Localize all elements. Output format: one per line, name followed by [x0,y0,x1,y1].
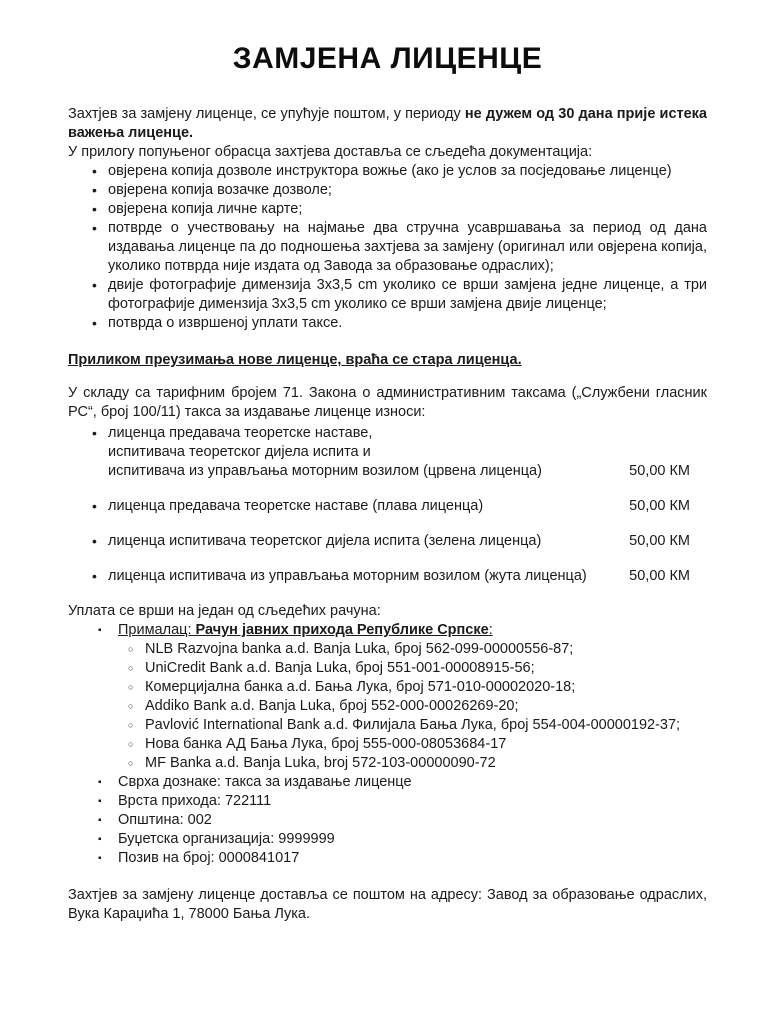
fee-line: испитивача из управљања моторним возилом (црвена лиценца) [108,463,542,479]
bullet-circle-icon: ○ [128,663,134,673]
attachments-list [68,162,707,333]
payee-colon: : [488,622,493,638]
fee-text: лиценца испитивача теоретског дијела испита (зелена лиценца) [108,533,542,549]
fee-text: лиценца предавача теоретске наставе (плава лиценца) [108,498,484,514]
bank-account-text: NLB Razvojna banka a.d. Banja Luka, број 562-099-00000556-87; [145,641,574,657]
intro-text: Захтјев за замјену лиценце, се упућује поштом, у периоду [68,106,465,122]
bullet-circle-icon: ○ [128,682,134,692]
attachment-text: потврде о учествовању на најмање два стручна усавршавања за период од дана издавања лиценце па до подношења захтјева за замјену (оригинал или овјерена копија, уколико потврда није издата од Завода за образовање одраслих); [108,220,707,274]
attachment-item [68,162,707,181]
attachment-item [68,314,707,333]
tariff-intro: У складу са тарифним бројем 71. Закона о административним таксама („Службени гласник РС“, број 100/11) такса за издавање лиценце износи: [68,385,707,420]
bank-account-item [68,659,707,678]
bank-account-text: Нова банка АД Бања Лука, број 555-000-08053684-17 [145,736,507,752]
attachment-text: овјерена копија возачке дозволе; [108,182,332,198]
payee-label: Прималац: [118,622,196,638]
fee-list [68,424,707,586]
attachment-text: двије фотографије димензија 3х3,5 cm уколико се врши замјена једне лиценце, а три фотографије димензија 3х3,5 cm уколико се врши замјена двије лиценце; [108,277,707,312]
fee-amount: 50,00 КМ [629,498,690,514]
intro-deadline-bold: не дужем од 30 дана прије истека важења лиценце. [68,106,707,141]
payment-detail-item [68,792,707,811]
bullet-disc-icon: • [92,425,97,441]
payment-details-list [68,773,707,868]
payment-detail-text: Позив на број: 0000841017 [118,850,300,866]
bank-account-item [68,678,707,697]
fee-item [68,567,707,586]
bullet-disc-icon: • [92,182,97,198]
bullet-disc-icon: • [92,533,97,549]
bank-account-item [68,754,707,773]
payment-detail-text: Врста прихода: 722111 [118,793,272,809]
bullet-disc-icon: • [92,163,97,179]
bullet-square-icon: ▪ [98,815,102,826]
bank-account-text: MF Banka a.d. Banja Luka, broj 572-103-00000090-72 [145,755,496,771]
bank-account-item [68,640,707,659]
payment-detail-item [68,830,707,849]
bullet-disc-icon: • [92,277,97,293]
payment-detail-text: Општина: 002 [118,812,212,828]
bullet-square-icon: ▪ [98,796,102,807]
bullet-disc-icon: • [92,498,97,514]
bullet-disc-icon: • [92,201,97,217]
bank-account-text: Комерцијална банка a.d. Бања Лука, број 571-010-00002020-18; [145,679,576,695]
attachment-item [68,219,707,276]
bank-account-item [68,697,707,716]
attachment-text: потврда о извршеној уплати таксе. [108,315,343,331]
bank-account-list [68,640,707,773]
payee-text [118,621,707,640]
fee-item [68,497,707,516]
payment-detail-text: Сврха дознаке: такса за издавање лиценце [118,774,412,790]
bullet-disc-icon: • [92,315,97,331]
fee-text [108,424,620,481]
bank-account-item [68,735,707,754]
attachment-item [68,276,707,314]
fee-amount: 50,00 КМ [629,463,690,479]
payment-detail-item [68,849,707,868]
bullet-disc-icon: • [92,220,97,236]
attachment-item [68,200,707,219]
bank-account-text: Addiko Bank a.d. Banja Luka, број 552-000-00026269-20; [145,698,519,714]
payment-intro: Уплата се врши на један од сљедећих рачуна: [68,603,381,619]
fee-amount: 50,00 КМ [629,568,690,584]
bullet-circle-icon: ○ [128,701,134,711]
bullet-circle-icon: ○ [128,720,134,730]
bank-account-text: UniCredit Bank a.d. Banja Luka, број 551-001-00008915-56; [145,660,535,676]
fee-line: лиценца предавача теоретске наставе, [108,425,373,441]
fee-line: испитивача теоретског дијела испита и [108,444,371,460]
fee-text: лиценца испитивача из управљања моторним возилом (жута лиценца) [108,568,587,584]
bullet-circle-icon: ○ [128,739,134,749]
attachment-text: овјерена копија личне карте; [108,201,303,217]
bullet-circle-icon: ○ [128,758,134,768]
payment-detail-item [68,773,707,792]
bank-account-item [68,716,707,735]
intro-paragraph [68,105,707,143]
payment-detail-text: Буџетска организација: 9999999 [118,831,335,847]
bullet-square-icon: ▪ [98,853,102,864]
bullet-square-icon: ▪ [98,777,102,788]
attachment-item [68,181,707,200]
bullet-disc-icon: • [92,568,97,584]
bank-account-text: Pavlović International Bank a.d. Филијала Бања Лука, број 554-004-00000192-37; [145,717,681,733]
payee-item [68,621,707,640]
bullet-square-icon: ▪ [98,625,102,636]
bullet-square-icon: ▪ [98,834,102,845]
closing-paragraph: Захтјев за замјену лиценце доставља се поштом на адресу: Завод за образовање одраслих, Вука Караџића 1, 78000 Бања Лука. [68,887,707,922]
fee-amount: 50,00 КМ [629,533,690,549]
payment-detail-item [68,811,707,830]
fee-item [68,424,707,481]
bullet-circle-icon: ○ [128,644,134,654]
attachment-text: овјерена копија дозволе инструктора вожње (ако је услов за посједовање лиценце) [108,163,672,179]
page-title: ЗАМЈЕНА ЛИЦЕНЦЕ [232,42,543,75]
payee-value: Рачун јавних прихода Републике Српске [195,622,489,638]
fee-item [68,532,707,551]
attachments-heading: У прилогу попуњеног обрасца захтјева доставља се сљедећа документација: [68,144,593,160]
payment-section [68,602,707,868]
return-notice: Приликом преузимања нове лиценце, враћа се стара лиценца. [68,352,522,368]
